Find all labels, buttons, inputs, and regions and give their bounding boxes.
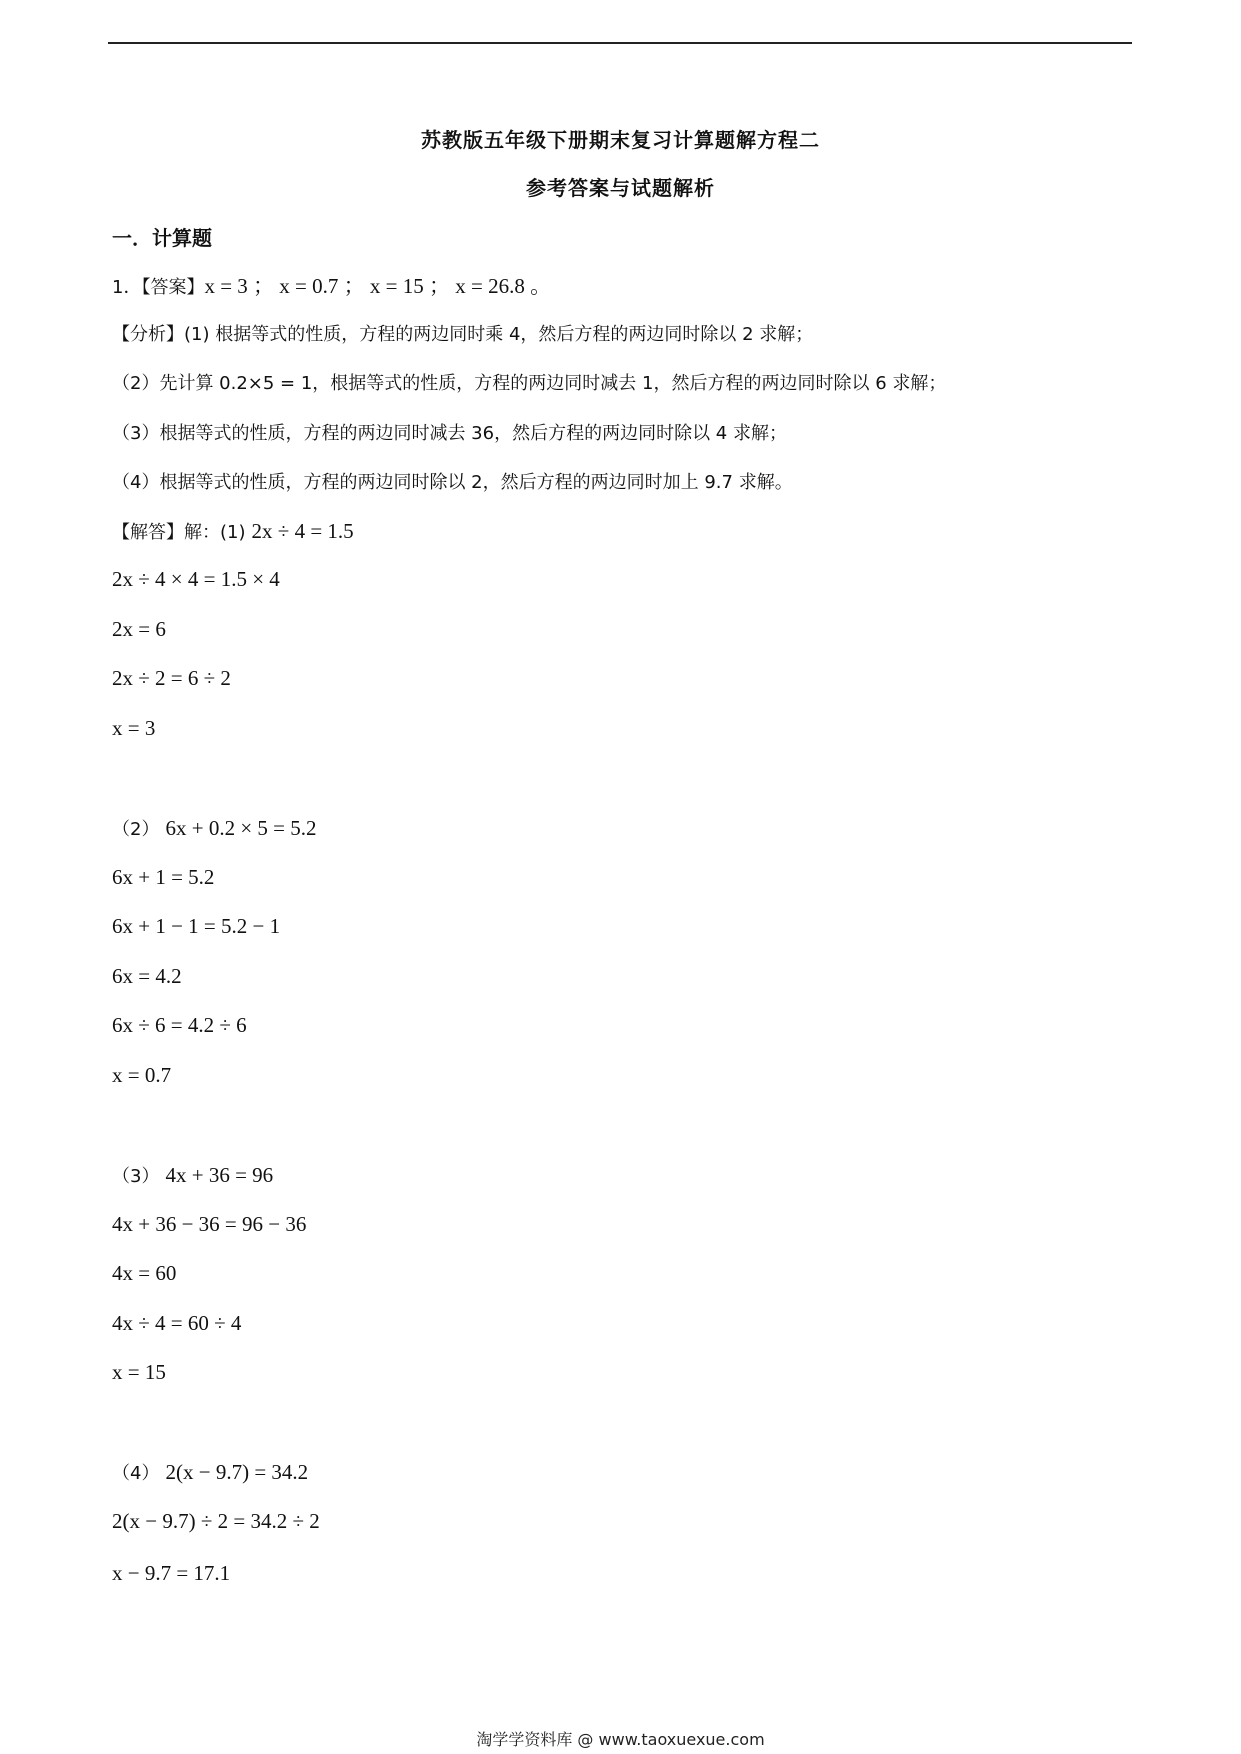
- equation: 6x = 4.2: [112, 964, 182, 988]
- equation: 2(x − 9.7) ÷ 2 = 34.2 ÷ 2: [112, 1509, 320, 1533]
- equation: x = 3: [112, 716, 156, 740]
- part-4-line: [112, 1459, 308, 1485]
- footer-watermark: 淘学学资料库 @ www.taoxuexue.com: [476, 1730, 765, 1749]
- answer-text: x = 3 ； x = 0.7 ； x = 15 ； x = 26.8 。: [204, 274, 552, 298]
- equation: 4x + 36 − 36 = 96 − 36: [112, 1212, 307, 1236]
- part-3-line: [112, 1162, 273, 1188]
- equation: 2x ÷ 4 = 1.5: [251, 519, 354, 543]
- analysis-line: 【分析】(1) 根据等式的性质，方程的两边同时乘 4，然后方程的两边同时除以 2 求解；: [112, 324, 814, 345]
- analysis-line: （2）先计算 0.2×5 = 1，根据等式的性质，方程的两边同时减去 1，然后方程的两边同时除以 6 求解；: [112, 373, 947, 394]
- equation: 6x + 0.2 × 5 = 5.2: [165, 816, 317, 840]
- equation: x − 9.7 = 17.1: [112, 1561, 231, 1585]
- part-label: （4）: [112, 1463, 160, 1484]
- solution-intro: 【解答】解：(1): [112, 522, 246, 543]
- analysis-line: （3）根据等式的性质，方程的两边同时减去 36，然后方程的两边同时除以 4 求解；: [112, 423, 787, 444]
- equation: 4x ÷ 4 = 60 ÷ 4: [112, 1311, 242, 1335]
- equation: 6x + 1 − 1 = 5.2 − 1: [112, 914, 281, 938]
- document-subtitle: 参考答案与试题解析: [526, 176, 715, 200]
- equation: 2(x − 9.7) = 34.2: [165, 1460, 309, 1484]
- solution-intro-line: [112, 518, 354, 544]
- equation: 6x + 1 = 5.2: [112, 865, 215, 889]
- document-title: 苏教版五年级下册期末复习计算题解方程二: [421, 128, 820, 152]
- analysis-line: （4）根据等式的性质，方程的两边同时除以 2，然后方程的两边同时加上 9.7 求解。: [112, 472, 793, 493]
- part-label: （3）: [112, 1166, 160, 1187]
- part-label: （2）: [112, 819, 160, 840]
- equation: 2x = 6: [112, 617, 166, 641]
- answer-label: 1．【答案】: [112, 277, 205, 298]
- equation: 4x + 36 = 96: [165, 1163, 274, 1187]
- equation: x = 15: [112, 1360, 166, 1384]
- equation: 4x = 60: [112, 1261, 177, 1285]
- equation: 2x ÷ 4 × 4 = 1.5 × 4: [112, 567, 280, 591]
- section-heading: 一．计算题: [112, 226, 212, 250]
- equation: x = 0.7: [112, 1063, 172, 1087]
- top-rule: [108, 42, 1132, 44]
- equation: 2x ÷ 2 = 6 ÷ 2: [112, 666, 231, 690]
- answer-line: [112, 270, 551, 300]
- part-2-line: [112, 815, 317, 841]
- equation: 6x ÷ 6 = 4.2 ÷ 6: [112, 1013, 247, 1037]
